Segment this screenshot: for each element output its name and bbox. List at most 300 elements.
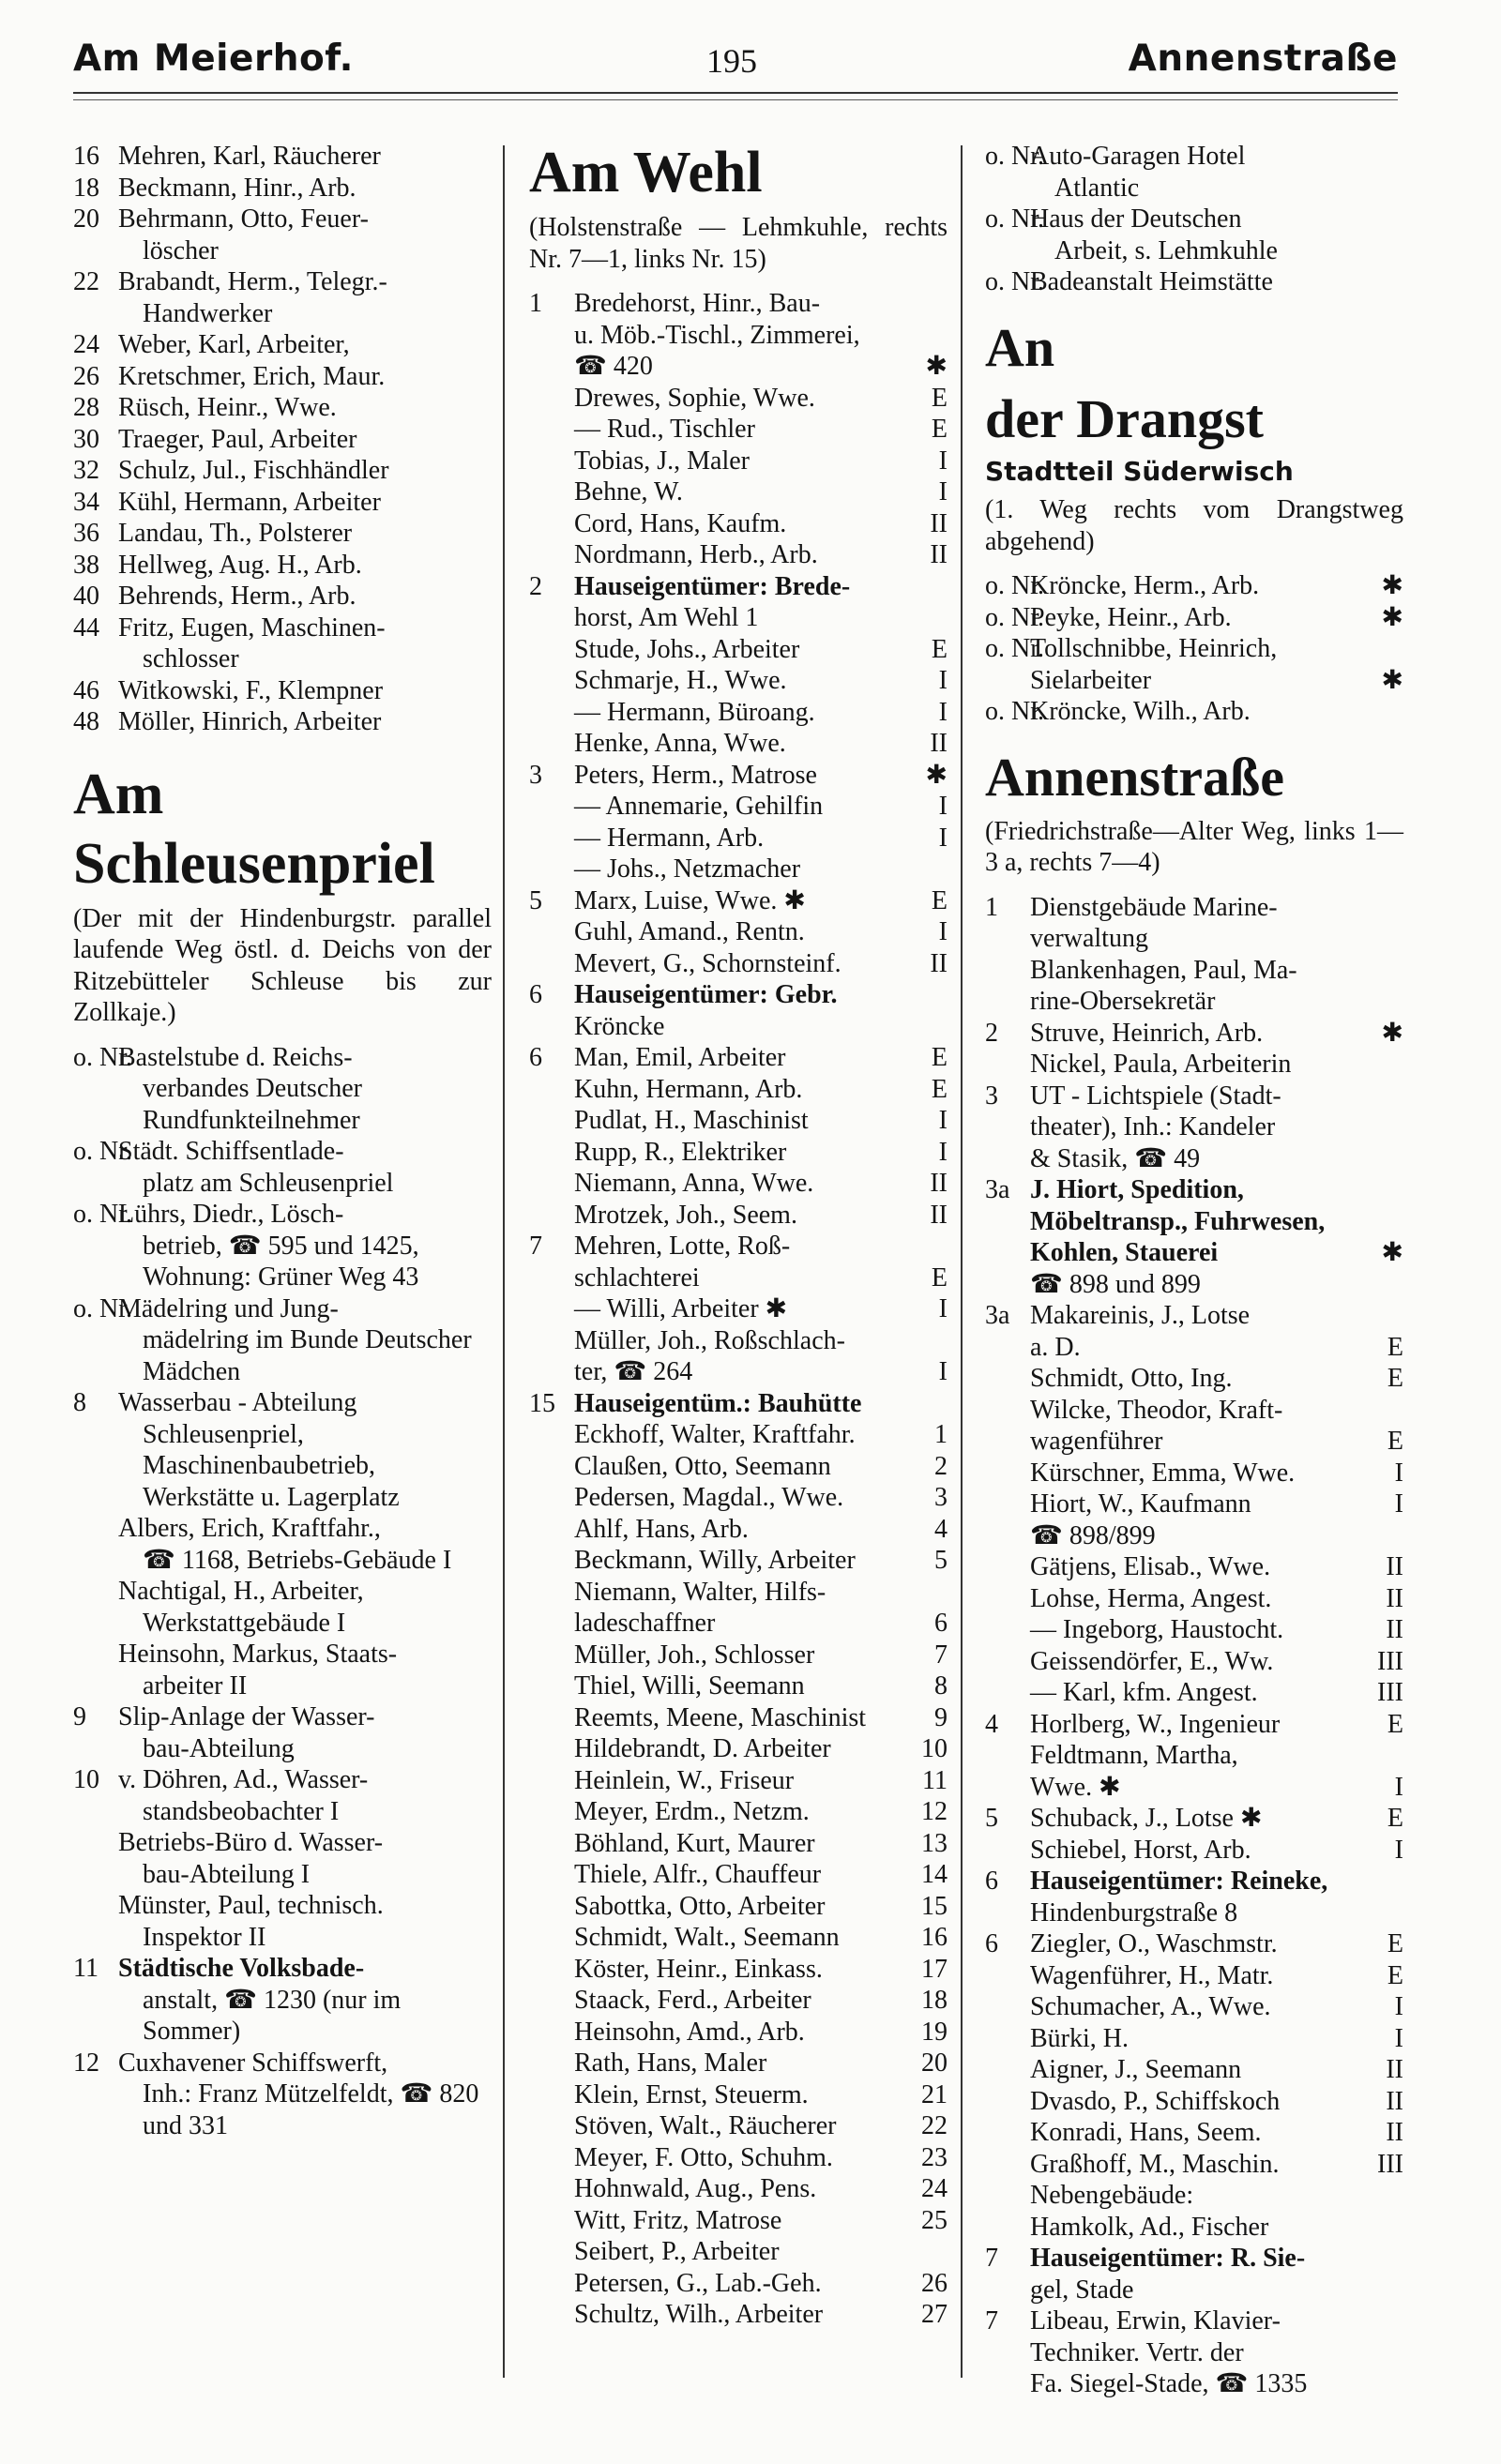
house-number: 8: [73, 1388, 86, 1417]
list-item: [985, 1143, 1403, 1175]
entry-text: gel, Stade: [1030, 2275, 1134, 2305]
list-item: [73, 675, 492, 707]
entry-text: Guhl, Amand., Rentn.: [574, 917, 805, 946]
entry-continuation: Werkstattgebäude I: [143, 1608, 346, 1638]
floor-tag: 26: [921, 2268, 948, 2298]
floor-tag: 7: [934, 1640, 948, 1670]
list-item: [985, 602, 1403, 634]
floor-tag: I: [1394, 1489, 1403, 1519]
street-title: Am Wehl: [529, 141, 763, 204]
floor-tag: 21: [921, 2079, 948, 2109]
entry-continuation: Handwerker: [143, 298, 273, 328]
list-item: [529, 571, 948, 603]
entry-text: Rath, Hans, Maler: [574, 2048, 767, 2078]
house-number: o. Nr.: [985, 142, 1044, 171]
entry-text: Rupp, R., Elektriker: [574, 1137, 787, 1167]
list-item: [73, 392, 492, 424]
list-item: [529, 1828, 948, 1860]
list-item: [73, 1387, 492, 1513]
entry-text: Nachtigal, H., Arbeiter,: [118, 1577, 364, 1606]
list-item: [985, 1363, 1403, 1395]
floor-tag: III: [1377, 1646, 1403, 1676]
entry-text: Lührs, Diedr., Lösch-: [118, 1200, 344, 1229]
list-item: [985, 1677, 1403, 1709]
list-item: [529, 288, 948, 320]
list-item: [985, 1646, 1403, 1678]
floor-tag: II: [1386, 1583, 1403, 1613]
entry-continuation: Atlantic: [1054, 173, 1140, 203]
list-item: [73, 1042, 492, 1137]
entry-text: Haus der Deutschen: [1030, 204, 1242, 234]
house-number: 1: [985, 892, 998, 922]
floor-tag: I: [1394, 1992, 1403, 2021]
floor-tag: 27: [921, 2300, 948, 2329]
list-item: [529, 2236, 948, 2268]
floor-tag: 11: [922, 1765, 948, 1795]
list-item: [985, 2086, 1403, 2118]
list-item: [529, 2017, 948, 2048]
list-item: [985, 1049, 1403, 1081]
entry-text: Kühl, Hermann, Arbeiter: [118, 487, 381, 517]
entry-text: Stude, Johs., Arbeiter: [574, 634, 800, 664]
floor-tag: E: [1387, 1804, 1403, 1833]
list-item: [529, 539, 948, 571]
floor-tag: I: [1394, 2023, 1403, 2053]
floor-tag: E: [1387, 1427, 1403, 1456]
entry-text: Schmidt, Otto, Ing.: [1030, 1364, 1233, 1393]
entry-text: Albers, Erich, Kraftfahr.,: [118, 1514, 381, 1543]
entry-continuation: schlosser: [143, 644, 239, 673]
floor-tag: E: [931, 634, 948, 664]
list-item: [529, 1200, 948, 1232]
house-number: o. Nr.: [985, 571, 1044, 600]
entry-text: Libeau, Erwin, Klavier-: [1030, 2306, 1281, 2336]
list-item: [985, 2023, 1403, 2055]
list-item: [985, 1520, 1403, 1552]
list-item: [985, 2368, 1403, 2400]
entry-text: Petersen, G., Lab.-Geh.: [574, 2268, 822, 2298]
list-item: [73, 1639, 492, 1701]
floor-tag: 6: [934, 1609, 948, 1638]
floor-tag: E: [1387, 1929, 1403, 1958]
list-item: [529, 1231, 948, 1262]
header-right: Annenstraße: [1128, 38, 1398, 80]
entry-text: Thiel, Willi, Seemann: [574, 1671, 805, 1701]
list-item: [985, 1206, 1403, 1238]
floor-tag: 1: [934, 1420, 948, 1449]
list-item: [529, 2299, 948, 2331]
list-item: [73, 612, 492, 675]
floor-tag: ✱: [925, 760, 948, 790]
house-number: o. Nr.: [73, 1137, 132, 1166]
entry-text: Niemann, Anna, Wwe.: [574, 1169, 814, 1198]
entry-text: Wwe. ✱: [1030, 1772, 1121, 1802]
house-number: 3: [529, 760, 542, 790]
list-item: [529, 2205, 948, 2237]
entry-text: Heinlein, W., Friseur: [574, 1765, 795, 1795]
entry-text: Heinsohn, Markus, Staats-: [118, 1640, 398, 1669]
list-item: [529, 508, 948, 540]
house-number: 44: [73, 612, 99, 642]
list-item: [529, 1011, 948, 1043]
list-item: [529, 1545, 948, 1577]
list-item: [73, 550, 492, 582]
floor-tag: 14: [921, 1860, 948, 1889]
list-item: [529, 1137, 948, 1169]
house-number: 18: [73, 173, 99, 203]
list-item: [985, 1081, 1403, 1112]
entry-text: Sielarbeiter: [1030, 665, 1152, 695]
entry-text: Konradi, Hans, Seem.: [1030, 2118, 1262, 2147]
floor-tag: I: [938, 1294, 948, 1323]
entry-text: Möbeltransp., Fuhrwesen,: [1030, 1206, 1326, 1236]
street-title: Schleusenpriel: [73, 831, 435, 896]
entry-text: Schmarje, H., Wwe.: [574, 666, 787, 695]
list-item: [73, 1764, 492, 1827]
header-rule: [73, 92, 1398, 94]
house-number: 12: [73, 2048, 99, 2078]
house-number: 5: [529, 885, 542, 915]
entry-text: Schultz, Wilh., Arbeiter: [574, 2300, 824, 2329]
entry-text: Tollschnibbe, Heinrich,: [1030, 634, 1278, 663]
entry-text: Kröncke: [574, 1011, 665, 1041]
floor-tag: 17: [921, 1954, 948, 1984]
floor-tag: E: [931, 1074, 948, 1104]
entry-continuation: betrieb, ☎ 595 und 1425, Wohnung: Grüner Weg 43: [143, 1231, 419, 1292]
entry-text: Hauseigentümer: R. Sie-: [1030, 2244, 1306, 2273]
entry-text: Müller, Joh., Roßschlach-: [574, 1325, 845, 1355]
house-number: 16: [73, 142, 99, 171]
list-item: [985, 1991, 1403, 2023]
list-item: [985, 2305, 1403, 2337]
header-left: Am Meierhof.: [73, 38, 354, 80]
list-item: [529, 823, 948, 854]
entry-text: Gätjens, Elisab., Wwe.: [1030, 1552, 1271, 1581]
entry-text: Beckmann, Hinr., Arb.: [118, 173, 356, 203]
column-2: [529, 141, 948, 2331]
entry-continuation: verbandes Deutscher Rundfunkteilnehmer: [143, 1074, 363, 1135]
entry-text: u. Möb.-Tischl., Zimmerei,: [574, 320, 860, 350]
list-item: [529, 320, 948, 352]
entry-text: Schuback, J., Lotse ✱: [1030, 1804, 1263, 1833]
list-item: [529, 1702, 948, 1734]
entry-text: Peters, Herm., Matrose: [574, 760, 817, 790]
list-item: [73, 173, 492, 204]
list-item: [985, 1395, 1403, 1427]
list-item: [985, 1237, 1403, 1269]
entry-text: a. D.: [1030, 1332, 1081, 1362]
house-number: 24: [73, 330, 99, 359]
list-item: [985, 2117, 1403, 2149]
entry-text: — Hermann, Arb.: [574, 823, 765, 853]
list-item: [529, 1891, 948, 1923]
floor-tag: 23: [921, 2142, 948, 2172]
list-item: [529, 1514, 948, 1546]
floor-tag: I: [1394, 1772, 1403, 1802]
entry-text: Claußen, Otto, Seemann: [574, 1451, 831, 1481]
list-item: [73, 455, 492, 487]
street-title: Am: [73, 762, 164, 826]
list-item: [985, 892, 1403, 924]
entry-text: Fritz, Eugen, Maschinen-: [118, 612, 386, 642]
entry-text: Hindenburgstraße 8: [1030, 1897, 1238, 1927]
entry-text: Pedersen, Magdal., Wwe.: [574, 1483, 844, 1512]
floor-tag: III: [1377, 2149, 1403, 2179]
house-number: o. Nr.: [985, 204, 1044, 234]
floor-tag: 3: [934, 1483, 948, 1512]
entry-continuation: Schleusenpriel, Maschinenbaubetrieb, Werkstätte u. Lagerplatz: [143, 1419, 400, 1512]
floor-tag: I: [1394, 1458, 1403, 1488]
entry-text: Cord, Hans, Kaufm.: [574, 508, 787, 538]
list-item: [73, 487, 492, 519]
list-item: [985, 1018, 1403, 1050]
entry-text: Lohse, Herma, Angest.: [1030, 1583, 1272, 1613]
entry-text: Auto-Garagen Hotel: [1030, 142, 1246, 171]
list-item: [529, 728, 948, 760]
list-item: [73, 141, 492, 173]
floor-tag: 13: [921, 1828, 948, 1858]
list-item: [529, 854, 948, 885]
entry-text: Mehren, Karl, Räucherer: [118, 142, 381, 171]
entry-text: Heinsohn, Amd., Arb.: [574, 2017, 805, 2047]
house-number: 6: [529, 1043, 542, 1072]
list-item: [529, 1765, 948, 1797]
entry-text: Stöven, Walt., Räucherer: [574, 2111, 837, 2140]
house-number: 5: [985, 1804, 998, 1833]
list-item: [985, 955, 1403, 987]
floor-tag: II: [930, 508, 948, 538]
house-number: 11: [73, 1954, 99, 1983]
entry-text: — Karl, kfm. Angest.: [1030, 1678, 1258, 1707]
column-1: [73, 141, 492, 2141]
district-label: Stadtteil Süderwisch: [985, 455, 1294, 487]
entry-text: Nordmann, Herb., Arb.: [574, 540, 818, 569]
entry-text: Seibert, P., Arbeiter: [574, 2237, 780, 2266]
list-item: [529, 1168, 948, 1200]
list-item: [529, 1356, 948, 1388]
list-item: [529, 1608, 948, 1640]
floor-tag: I: [938, 792, 948, 821]
house-number: 40: [73, 582, 99, 611]
floor-tag: E: [931, 383, 948, 413]
list-item: [985, 2180, 1403, 2212]
list-item: [529, 1388, 948, 1420]
list-item: [985, 665, 1403, 697]
entry-text: wagenführer: [1030, 1427, 1163, 1456]
floor-tag: 24: [921, 2174, 948, 2203]
list-item: [985, 2212, 1403, 2244]
floor-tag: ✱: [1381, 571, 1403, 600]
floor-tag: II: [1386, 2086, 1403, 2116]
entry-text: Weber, Karl, Arbeiter,: [118, 330, 350, 359]
list-item: [985, 1835, 1403, 1867]
floor-tag: E: [1387, 1364, 1403, 1393]
list-item: [529, 1325, 948, 1357]
list-item: [529, 1670, 948, 1702]
entry-text: Niemann, Walter, Hilfs-: [574, 1577, 826, 1607]
entry-text: Horlberg, W., Ingenieur: [1030, 1709, 1281, 1739]
entry-text: J. Hiort, Spedition,: [1030, 1175, 1244, 1204]
floor-tag: II: [930, 540, 948, 569]
list-item: [529, 2173, 948, 2205]
entry-text: theater), Inh.: Kandeler: [1030, 1112, 1276, 1141]
floor-tag: E: [1387, 1709, 1403, 1739]
list-item: [73, 1293, 492, 1388]
list-item: [985, 696, 1403, 728]
entry-continuation: anstalt, ☎ 1230 (nur im Sommer): [143, 1985, 402, 2046]
entry-continuation: Inh.: Franz Mützelfeldt, ☎ 820 und 331: [143, 2079, 479, 2140]
floor-tag: I: [938, 666, 948, 695]
list-item: [529, 602, 948, 634]
list-item: [529, 1954, 948, 1986]
house-number: 20: [73, 204, 99, 234]
entry-text: Behrends, Herm., Arb.: [118, 582, 356, 611]
list-item: [529, 446, 948, 477]
list-item: [73, 1199, 492, 1293]
entry-text: Bürki, H.: [1030, 2023, 1129, 2053]
entry-text: Reemts, Meene, Maschinist: [574, 1702, 867, 1732]
entry-text: Staack, Ferd., Arbeiter: [574, 1986, 811, 2015]
list-item: [529, 885, 948, 917]
entry-text: Graßhoff, M., Maschin.: [1030, 2149, 1280, 2179]
list-item: [529, 979, 948, 1011]
entry-text: Henke, Anna, Wwe.: [574, 729, 786, 758]
house-number: o. Nr.: [985, 602, 1044, 632]
list-item: [529, 634, 948, 666]
floor-tag: ✱: [1381, 665, 1403, 695]
entry-text: Städt. Schiffsentlade-: [118, 1137, 344, 1166]
entry-text: Makareinis, J., Lotse: [1030, 1301, 1251, 1330]
list-item: [529, 1922, 948, 1954]
entry-text: Betriebs-Büro d. Wasser-: [118, 1828, 384, 1857]
floor-tag: I: [938, 823, 948, 853]
entry-text: Städtische Volksbade-: [118, 1954, 365, 1983]
entry-text: ter, ☎ 264: [574, 1357, 693, 1386]
entry-text: Mehren, Lotte, Roß-: [574, 1232, 791, 1261]
entry-text: Eckhoff, Walter, Kraftfahr.: [574, 1420, 856, 1449]
floor-tag: 25: [921, 2205, 948, 2235]
entry-continuation: arbeiter II: [143, 1670, 248, 1701]
entry-text: Hildebrandt, D. Arbeiter: [574, 1734, 831, 1763]
entry-text: Traeger, Paul, Arbeiter: [118, 424, 357, 454]
floor-tag: 8: [934, 1671, 948, 1701]
floor-tag: I: [1394, 1835, 1403, 1865]
house-number: 15: [529, 1388, 555, 1418]
list-item: [529, 1796, 948, 1828]
entry-text: Schumacher, A., Wwe.: [1030, 1992, 1271, 2021]
entry-text: ☎ 420: [574, 352, 653, 381]
house-number: 38: [73, 550, 99, 580]
floor-tag: II: [930, 1169, 948, 1198]
entry-text: Brabandt, Herm., Telegr.-: [118, 267, 387, 296]
entry-text: Landau, Th., Polsterer: [118, 519, 353, 548]
street-description: (Der mit der Hindenburgstr. parallel laufende Weg östl. d. Deichs von der Ritzebütteler Schleuse bis zur Zollkaje.): [73, 903, 492, 1027]
list-item: [529, 697, 948, 729]
house-number: 7: [985, 2244, 998, 2273]
list-item: [529, 351, 948, 383]
house-number: 3a: [985, 1301, 1010, 1330]
entry-text: Hauseigentümer: Reineke,: [1030, 1867, 1328, 1896]
house-number: 36: [73, 519, 99, 548]
entry-text: Peyke, Heinr., Arb.: [1030, 602, 1232, 632]
list-item: [985, 2149, 1403, 2181]
list-item: [985, 923, 1403, 955]
entry-text: v. Döhren, Ad., Wasser-: [118, 1765, 369, 1794]
floor-tag: I: [938, 917, 948, 946]
entry-text: Münster, Paul, technisch.: [118, 1891, 384, 1920]
entry-text: Wagenführer, H., Matr.: [1030, 1960, 1274, 1990]
entry-text: Nickel, Paula, Arbeiterin: [1030, 1050, 1292, 1079]
floor-tag: 10: [921, 1734, 948, 1763]
list-item: [73, 706, 492, 738]
entry-text: Böhland, Kurt, Maurer: [574, 1828, 815, 1858]
house-number: 46: [73, 675, 99, 705]
entry-text: Struve, Heinrich, Arb.: [1030, 1018, 1264, 1048]
list-item: [985, 1740, 1403, 1772]
entry-text: Techniker. Vertr. der: [1030, 2337, 1244, 2367]
list-item: [529, 2079, 948, 2111]
floor-tag: 2: [934, 1451, 948, 1481]
house-number: o. Nr.: [985, 634, 1044, 663]
column-divider-2: [961, 145, 963, 2378]
entry-text: Wilcke, Theodor, Kraft-: [1030, 1395, 1283, 1425]
floor-tag: II: [1386, 2118, 1403, 2147]
floor-tag: ✱: [1381, 1018, 1403, 1048]
floor-tag: 12: [921, 1797, 948, 1826]
list-item: [985, 1269, 1403, 1301]
entry-text: Kuhn, Hermann, Arb.: [574, 1074, 803, 1104]
house-number: 10: [73, 1765, 99, 1794]
list-item: [529, 1985, 948, 2017]
house-number: 4: [985, 1709, 998, 1739]
floor-tag: ✱: [1381, 602, 1403, 632]
street-description: (Holstenstraße — Lehmkuhle, rechts Nr. 7—1, links Nr. 15): [529, 213, 948, 274]
entry-text: Hauseigentümer: Gebr.: [574, 980, 838, 1009]
house-number: 6: [985, 1867, 998, 1896]
list-item: [985, 2243, 1403, 2275]
list-item: [985, 2054, 1403, 2086]
list-item: [529, 1733, 948, 1765]
floor-tag: 18: [921, 1986, 948, 2015]
floor-tag: E: [931, 1043, 948, 1072]
entry-text: — Hermann, Büroang.: [574, 697, 815, 727]
floor-tag: II: [930, 948, 948, 978]
list-item: [529, 760, 948, 792]
entry-text: Ziegler, O., Waschmstr.: [1030, 1929, 1278, 1958]
list-item: [73, 1890, 492, 1953]
street-title: An: [985, 316, 1055, 378]
entry-text: horst, Am Wehl 1: [574, 603, 759, 632]
entry-text: Wasserbau - Abteilung: [118, 1388, 357, 1417]
list-item: [529, 476, 948, 508]
list-item: [73, 1513, 492, 1576]
floor-tag: ✱: [1381, 1238, 1403, 1267]
list-item: [985, 141, 1403, 204]
floor-tag: ✱: [925, 352, 948, 381]
list-item: [529, 1859, 948, 1891]
list-item: [985, 1709, 1403, 1741]
entry-continuation: Inspektor II: [143, 1922, 266, 1952]
entry-text: Köster, Heinr., Einkass.: [574, 1954, 823, 1984]
entry-continuation: Arbeit, s. Lehmkuhle: [1054, 235, 1278, 265]
list-item: [529, 1482, 948, 1514]
entry-text: ☎ 898 und 899: [1030, 1269, 1201, 1299]
list-item: [985, 1928, 1403, 1960]
entry-text: Schiebel, Horst, Arb.: [1030, 1835, 1251, 1865]
list-item: [529, 791, 948, 823]
entry-text: Witt, Fritz, Matrose: [574, 2205, 782, 2235]
list-item: [985, 2275, 1403, 2306]
